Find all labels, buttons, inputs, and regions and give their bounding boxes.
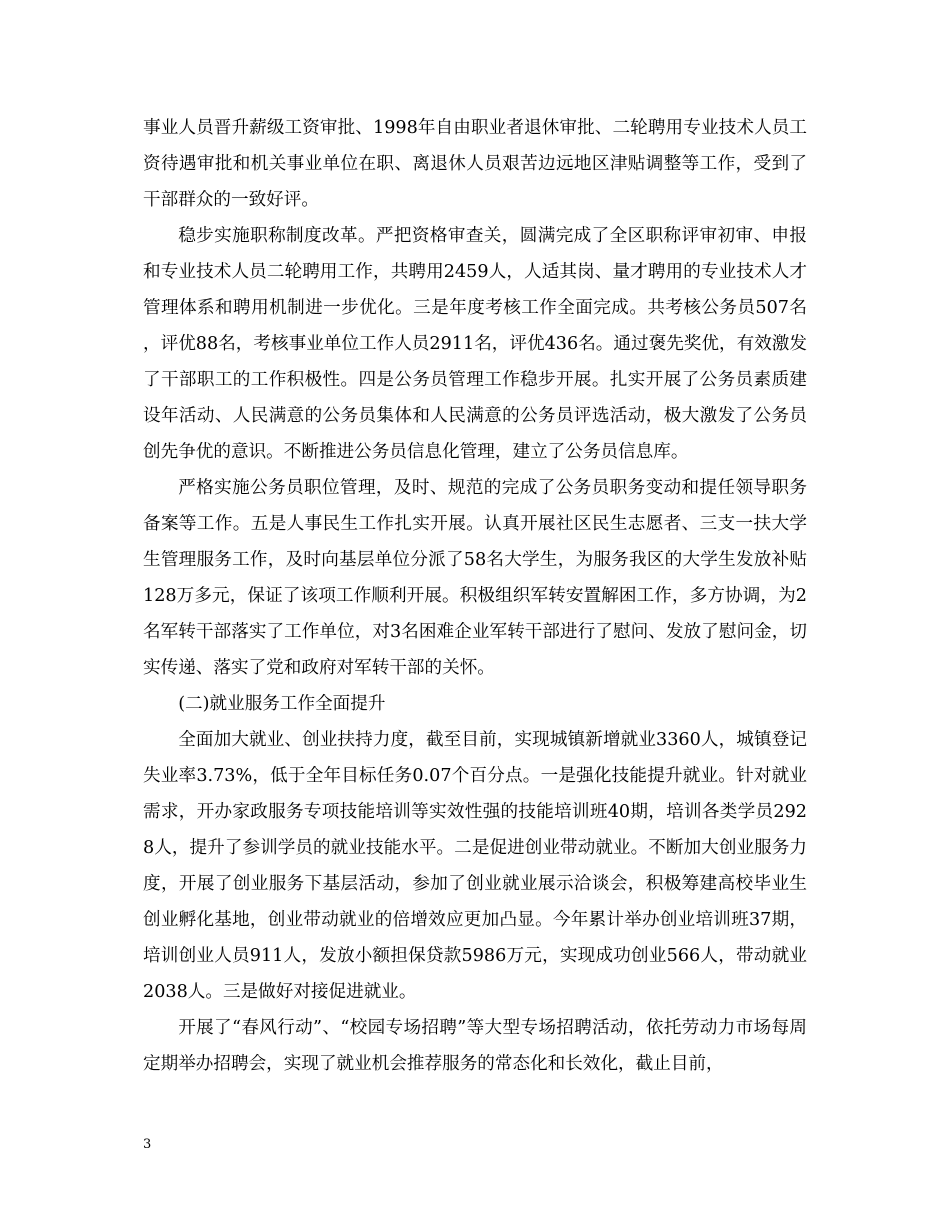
document-body [143, 110, 807, 1082]
paragraph-4: 全面加大就业、创业扶持力度，截至目前，实现城镇新增就业3360人，城镇登记失业率3.73%，低于全年目标任务0.07个百分点。一是强化技能提升就业。针对就业需求，开办家政服务专项技能培训等实效性强的技能培训班40期，培训各类学员2928人，提升了参训学员的就业技能水平。二是促进创业带动就业。不断加大创业服务力度，开展了创业服务下基层活动，参加了创业就业展示洽谈会，积极筹建高校毕业生创业孵化基地，创业带动就业的倍增效应更加凸显。今年累计举办创业培训班37期，培训创业人员911人，发放小额担保贷款5986万元，实现成功创业566人，带动就业2038人。三是做好对接促进就业。 [143, 730, 807, 1002]
page-number: 3 [143, 1137, 152, 1152]
paragraph-2: 稳步实施职称制度改革。严把资格审查关，圆满完成了全区职称评审初审、申报和专业技术人员二轮聘用工作，共聘用2459人，人适其岗、量才聘用的专业技术人才管理体系和聘用机制进一步优化。三是年度考核工作全面完成。共考核公务员507名，评优88名，考核事业单位工作人员2911名，评优436名。通过褒先奖优，有效激发了干部职工的工作积极性。四是公务员管理工作稳步开展。扎实开展了公务员素质建设年活动、人民满意的公务员集体和人民满意的公务员评选活动，极大激发了公务员创先争优的意识。不断推进公务员信息化管理，建立了公务员信息库。 [143, 226, 807, 462]
paragraph-3: 严格实施公务员职位管理，及时、规范的完成了公务员职务变动和提任领导职务备案等工作。五是人事民生工作扎实开展。认真开展社区民生志愿者、三支一扶大学生管理服务工作，及时向基层单位分派了58名大学生，为服务我区的大学生发放补贴128万多元，保证了该项工作顺利开展。积极组织军转安置解困工作，多方协调，为2名军转干部落实了工作单位，对3名困难企业军转干部进行了慰问、发放了慰问金，切实传递、落实了党和政府对军转干部的关怀。 [143, 478, 807, 678]
paragraph-1: 事业人员晋升薪级工资审批、1998年自由职业者退休审批、二轮聘用专业技术人员工资待遇审批和机关事业单位在职、离退休人员艰苦边远地区津贴调整等工作，受到了干部群众的一致好评。 [143, 118, 807, 210]
paragraph-5: 开展了“春风行动”、“校园专场招聘”等大型专场招聘活动，依托劳动力市场每周定期举办招聘会，实现了就业机会推荐服务的常态化和长效化，截止目前， [143, 1018, 807, 1074]
section-heading: (二)就业服务工作全面提升 [178, 694, 386, 714]
